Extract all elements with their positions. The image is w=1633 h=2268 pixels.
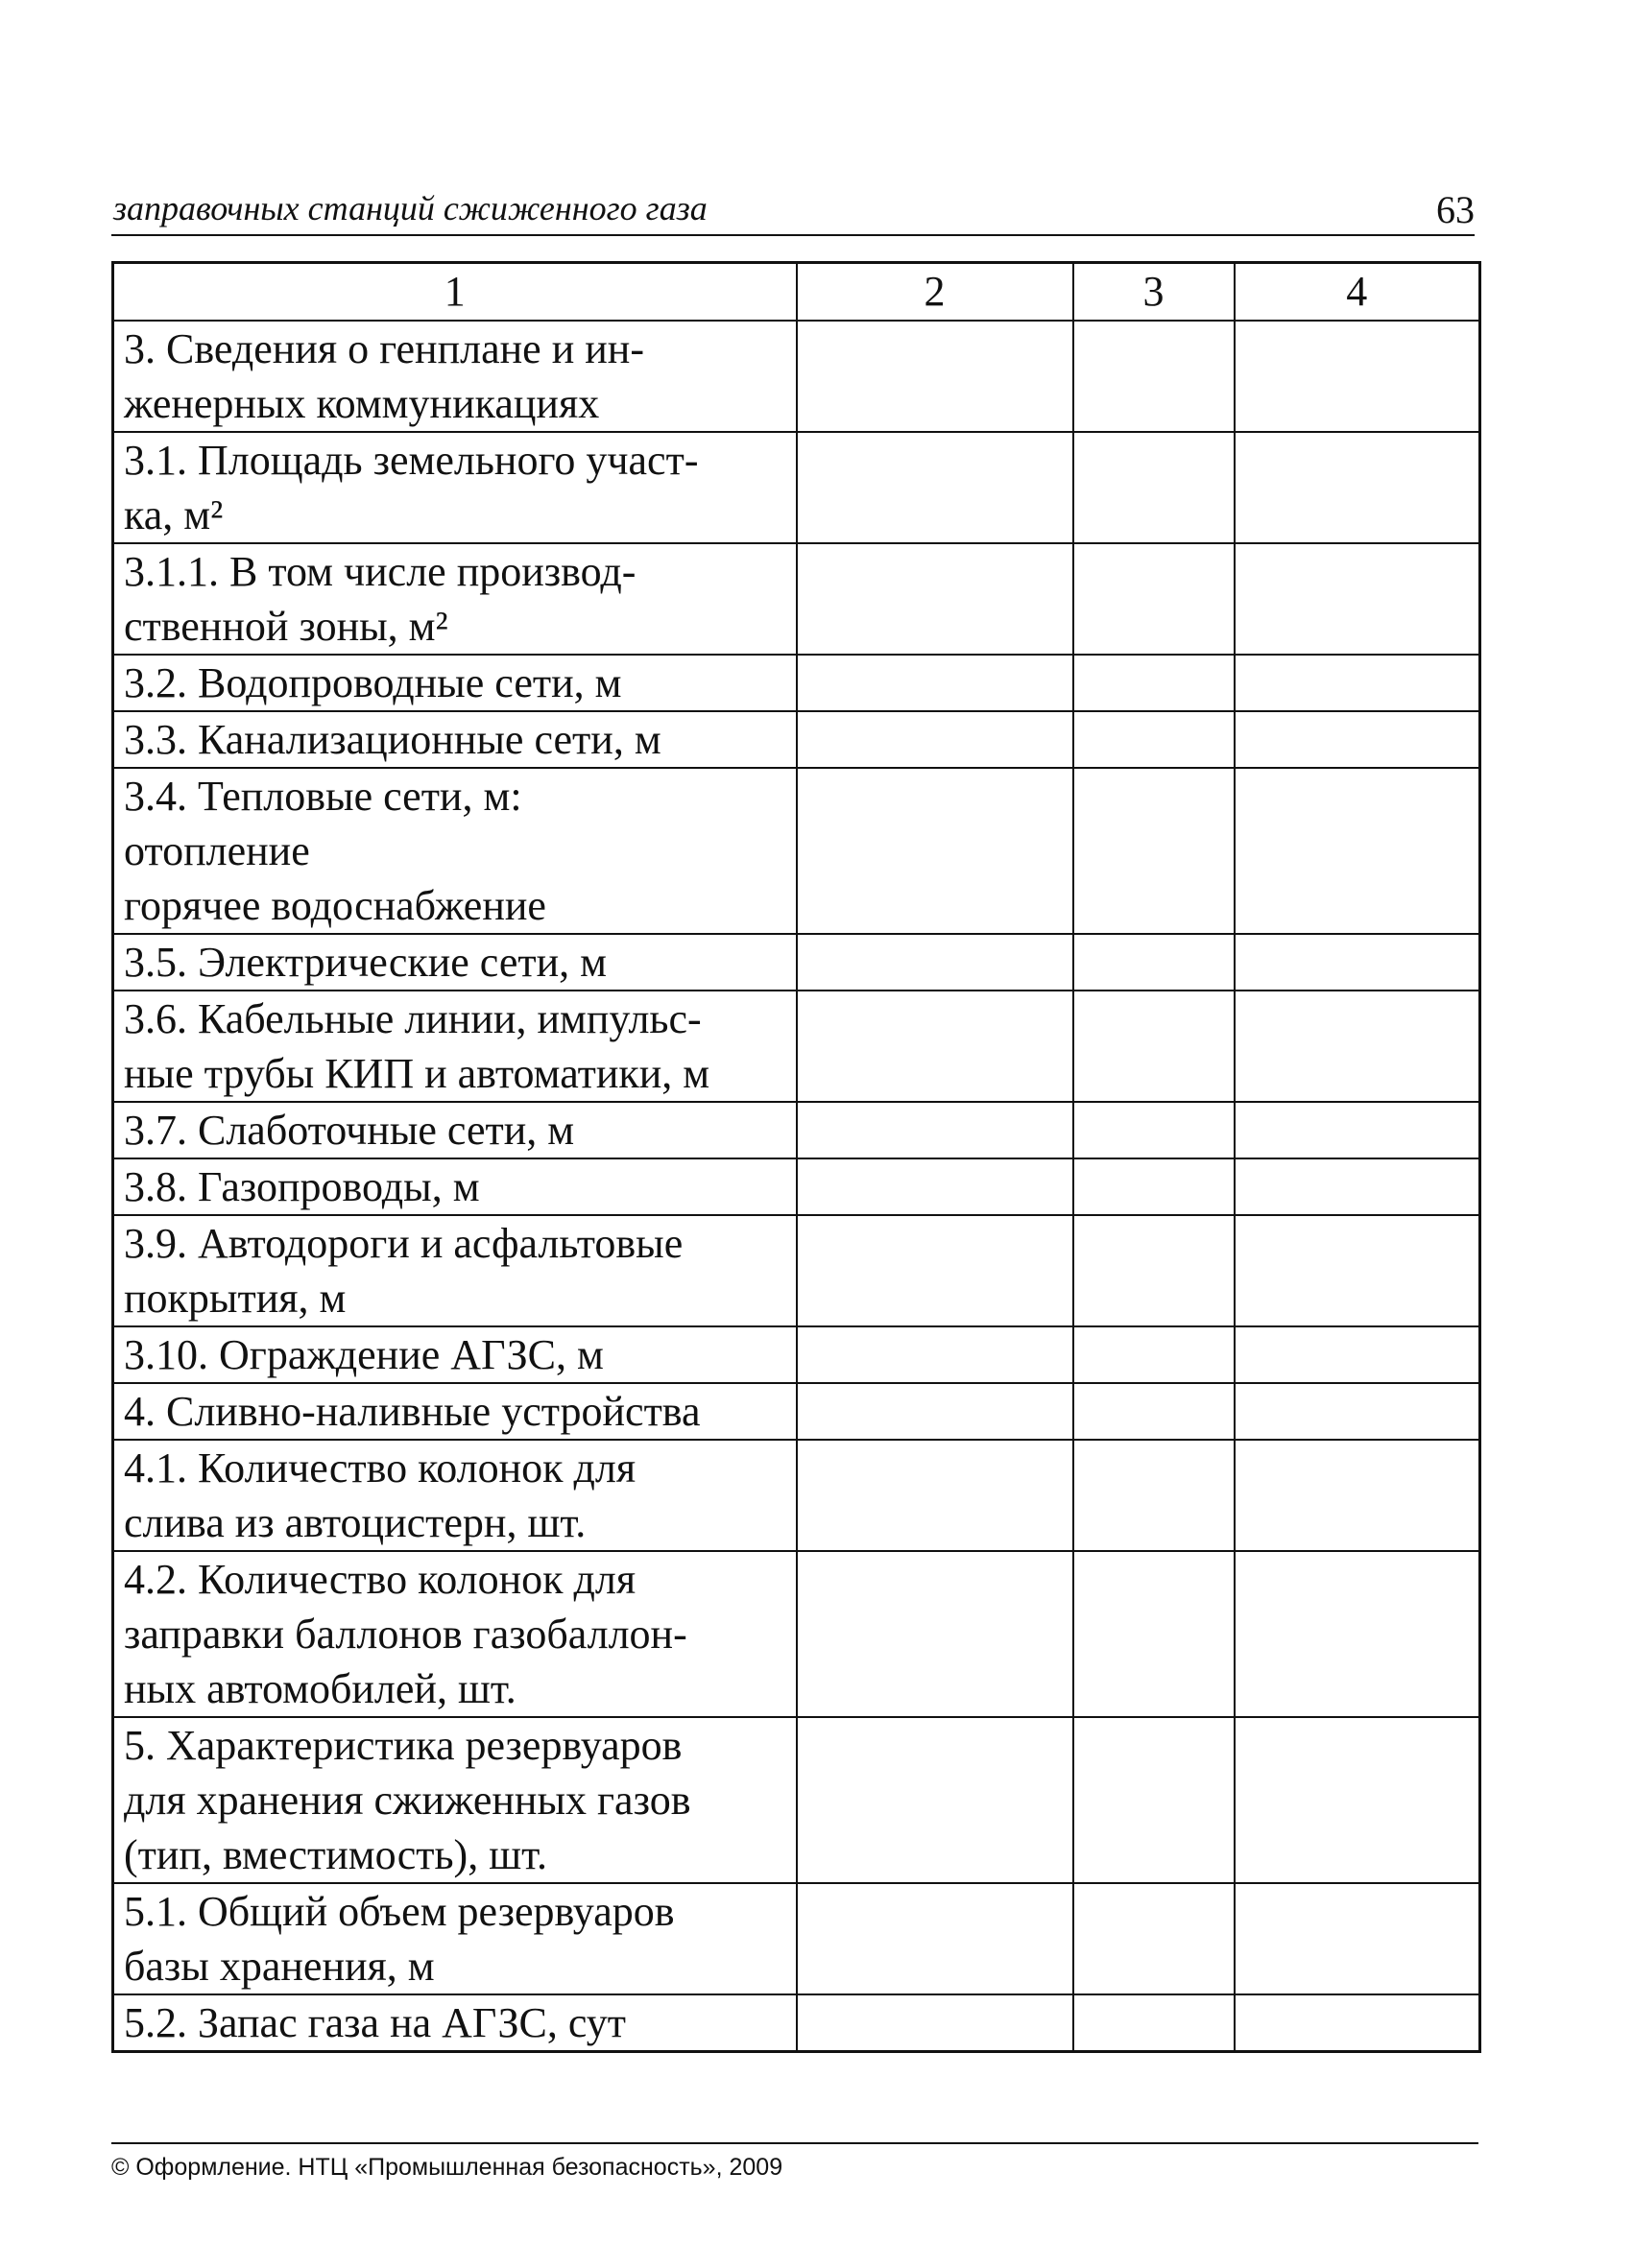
empty-cell-col-2 — [797, 1440, 1073, 1551]
row-label-line: 3.4. Тепловые сети, м: — [124, 773, 522, 820]
empty-cell-col-2 — [797, 1215, 1073, 1326]
row-label-line: 4.1. Количество колонок для — [124, 1444, 636, 1492]
table-row — [113, 1551, 1480, 1717]
empty-cell-col-3 — [1073, 711, 1235, 768]
empty-cell-col-2 — [797, 768, 1073, 934]
row-label-line: 5.2. Запас газа на АГЗС, сут — [124, 1999, 627, 2046]
empty-cell-col-4 — [1235, 1326, 1480, 1383]
empty-cell-col-4 — [1235, 991, 1480, 1102]
table-row — [113, 321, 1480, 432]
row-label — [113, 1551, 797, 1717]
empty-cell-col-3 — [1073, 1326, 1235, 1383]
empty-cell-col-3 — [1073, 1383, 1235, 1440]
table-row — [113, 934, 1480, 991]
row-label — [113, 1158, 797, 1215]
table-row — [113, 1215, 1480, 1326]
empty-cell-col-2 — [797, 1551, 1073, 1717]
empty-cell-col-2 — [797, 1717, 1073, 1883]
table-row — [113, 711, 1480, 768]
table-row — [113, 1994, 1480, 2052]
empty-cell-col-4 — [1235, 1551, 1480, 1717]
row-label-line: 4.2. Количество колонок для — [124, 1556, 636, 1603]
row-label — [113, 1994, 797, 2052]
empty-cell-col-4 — [1235, 1883, 1480, 1994]
row-label-line: 3.2. Водопроводные сети, м — [124, 659, 622, 706]
empty-cell-col-4 — [1235, 321, 1480, 432]
empty-cell-col-3 — [1073, 432, 1235, 543]
row-label-line: отопление — [124, 827, 310, 874]
empty-cell-col-2 — [797, 543, 1073, 655]
form-table — [111, 261, 1481, 2053]
empty-cell-col-4 — [1235, 1994, 1480, 2052]
empty-cell-col-3 — [1073, 321, 1235, 432]
row-label — [113, 1717, 797, 1883]
empty-cell-col-4 — [1235, 768, 1480, 934]
row-label-line: 3.10. Ограждение АГЗС, м — [124, 1331, 604, 1378]
empty-cell-col-2 — [797, 432, 1073, 543]
row-label — [113, 934, 797, 991]
empty-cell-col-3 — [1073, 543, 1235, 655]
row-label-line: покрытия, м — [124, 1275, 347, 1322]
empty-cell-col-3 — [1073, 768, 1235, 934]
row-label-line: 5. Характеристика резервуаров — [124, 1722, 683, 1769]
empty-cell-col-4 — [1235, 432, 1480, 543]
empty-cell-col-2 — [797, 321, 1073, 432]
row-label — [113, 543, 797, 655]
row-label — [113, 1215, 797, 1326]
row-label-line: женерных коммуникациях — [124, 380, 600, 427]
empty-cell-col-2 — [797, 1383, 1073, 1440]
column-header-2: 2 — [797, 263, 1073, 322]
empty-cell-col-4 — [1235, 655, 1480, 711]
empty-cell-col-2 — [797, 1994, 1073, 2052]
table-row — [113, 1440, 1480, 1551]
empty-cell-col-2 — [797, 711, 1073, 768]
row-label-line: горячее водоснабжение — [124, 882, 546, 929]
row-label — [113, 432, 797, 543]
running-title: заправочных станций сжиженного газа — [113, 189, 708, 227]
running-head — [111, 184, 1475, 236]
row-label — [113, 655, 797, 711]
row-label-line: 3.8. Газопроводы, м — [124, 1163, 480, 1210]
row-label-line: для хранения сжиженных газов — [124, 1777, 691, 1824]
table-row — [113, 768, 1480, 934]
row-label — [113, 768, 797, 934]
empty-cell-col-4 — [1235, 711, 1480, 768]
empty-cell-col-4 — [1235, 1717, 1480, 1883]
empty-cell-col-3 — [1073, 1717, 1235, 1883]
row-label-line: 3.9. Автодороги и асфальтовые — [124, 1220, 684, 1267]
row-label-line: ные трубы КИП и автоматики, м — [124, 1050, 710, 1097]
empty-cell-col-3 — [1073, 934, 1235, 991]
table-row — [113, 1326, 1480, 1383]
empty-cell-col-4 — [1235, 1102, 1480, 1158]
row-label-line: базы хранения, м — [124, 1943, 435, 1990]
empty-cell-col-3 — [1073, 1158, 1235, 1215]
column-number-row — [113, 263, 1480, 322]
empty-cell-col-4 — [1235, 1383, 1480, 1440]
empty-cell-col-3 — [1073, 1440, 1235, 1551]
row-label-line: 3.7. Слаботочные сети, м — [124, 1107, 575, 1154]
empty-cell-col-3 — [1073, 655, 1235, 711]
copyright-notice: © Оформление. НТЦ «Промышленная безопасность», 2009 — [111, 2154, 783, 2181]
table-row — [113, 1717, 1480, 1883]
table-row — [113, 1383, 1480, 1440]
empty-cell-col-3 — [1073, 1102, 1235, 1158]
empty-cell-col-2 — [797, 1102, 1073, 1158]
empty-cell-col-2 — [797, 655, 1073, 711]
row-label-line: слива из автоцистерн, шт. — [124, 1499, 587, 1546]
table-row — [113, 1883, 1480, 1994]
empty-cell-col-4 — [1235, 1440, 1480, 1551]
row-label — [113, 1326, 797, 1383]
footer-rule — [111, 2142, 1478, 2144]
empty-cell-col-3 — [1073, 1551, 1235, 1717]
row-label — [113, 991, 797, 1102]
row-label-line: ка, м² — [124, 491, 224, 538]
empty-cell-col-4 — [1235, 1215, 1480, 1326]
column-header-3: 3 — [1073, 263, 1235, 322]
row-label-line: (тип, вместимость), шт. — [124, 1831, 547, 1878]
row-label-line: ных автомобилей, шт. — [124, 1665, 516, 1712]
table-row — [113, 1102, 1480, 1158]
table-row — [113, 1158, 1480, 1215]
row-label-line: 3.3. Канализационные сети, м — [124, 716, 661, 763]
row-label — [113, 1383, 797, 1440]
table-row — [113, 432, 1480, 543]
empty-cell-col-3 — [1073, 991, 1235, 1102]
empty-cell-col-2 — [797, 1326, 1073, 1383]
row-label — [113, 321, 797, 432]
row-label — [113, 1102, 797, 1158]
column-header-4: 4 — [1235, 263, 1480, 322]
empty-cell-col-3 — [1073, 1994, 1235, 2052]
row-label — [113, 1440, 797, 1551]
empty-cell-col-3 — [1073, 1883, 1235, 1994]
empty-cell-col-2 — [797, 1883, 1073, 1994]
empty-cell-col-2 — [797, 991, 1073, 1102]
empty-cell-col-4 — [1235, 1158, 1480, 1215]
row-label-line: 3.1. Площадь земельного участ- — [124, 437, 699, 484]
empty-cell-col-3 — [1073, 1215, 1235, 1326]
row-label-line: 3.1.1. В том числе производ- — [124, 548, 636, 595]
row-label-line: ственной зоны, м² — [124, 603, 448, 650]
empty-cell-col-4 — [1235, 543, 1480, 655]
table-body — [113, 321, 1480, 2052]
row-label-line: 5.1. Общий объем резервуаров — [124, 1888, 675, 1935]
table-row — [113, 991, 1480, 1102]
row-label-line: 3.5. Электрические сети, м — [124, 939, 608, 986]
row-label-line: 3.6. Кабельные линии, импульс- — [124, 995, 702, 1042]
page-number: 63 — [1436, 188, 1475, 231]
table-row — [113, 655, 1480, 711]
row-label-line: 3. Сведения о генплане и ин- — [124, 325, 645, 372]
table-row — [113, 543, 1480, 655]
column-header-1: 1 — [113, 263, 797, 322]
empty-cell-col-2 — [797, 1158, 1073, 1215]
empty-cell-col-4 — [1235, 934, 1480, 991]
row-label — [113, 1883, 797, 1994]
empty-cell-col-2 — [797, 934, 1073, 991]
row-label-line: 4. Сливно-наливные устройства — [124, 1388, 701, 1435]
row-label — [113, 711, 797, 768]
row-label-line: заправки баллонов газобаллон- — [124, 1611, 687, 1658]
